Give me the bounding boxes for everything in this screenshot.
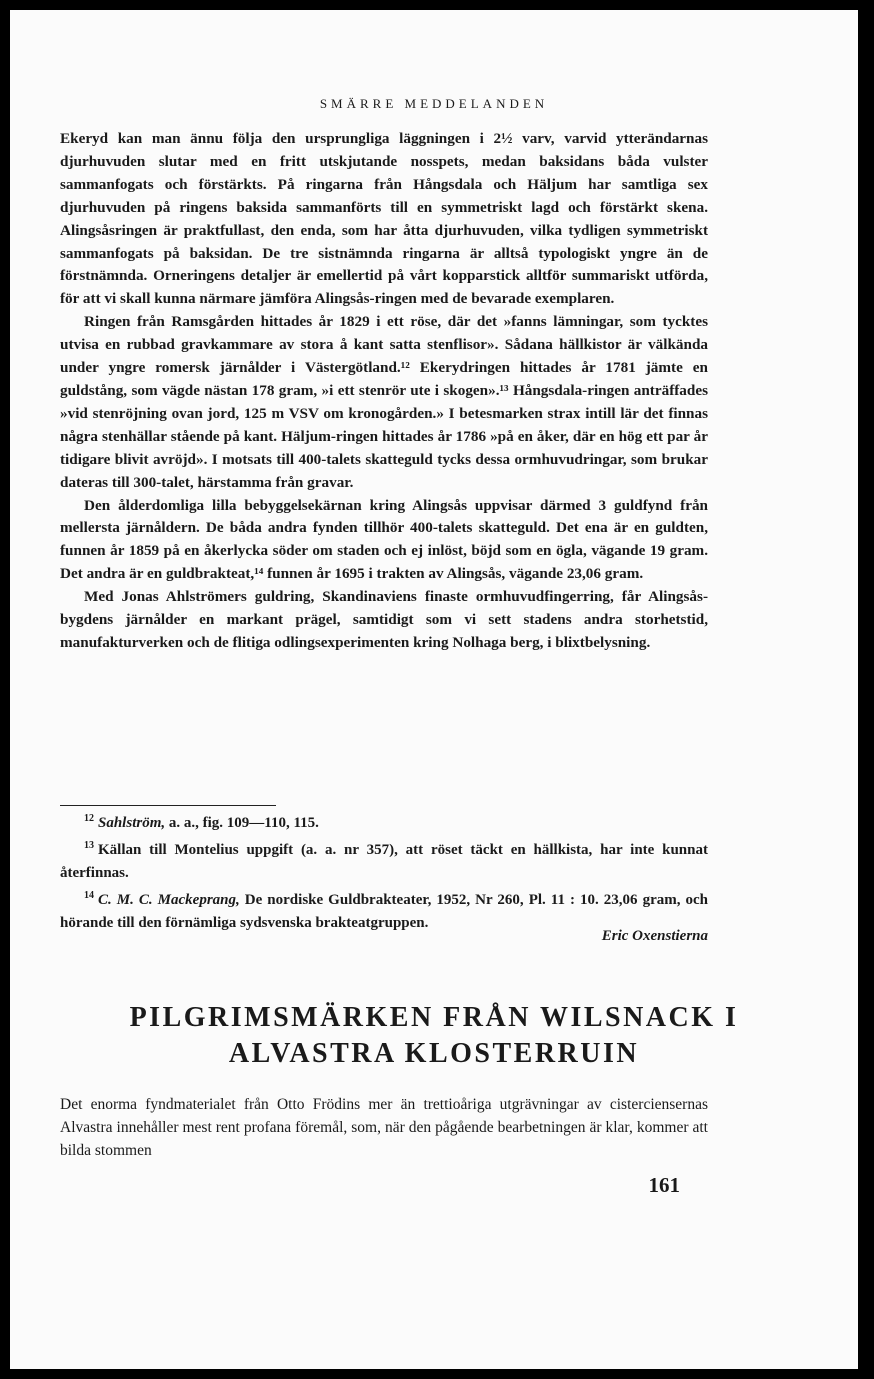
author-signature: Eric Oxenstierna [601,928,708,944]
footnote-text: a. a., fig. 109—110, 115. [165,815,319,831]
footnote-rule [60,805,276,806]
intro-paragraph: Det enorma fyndmaterialet från Otto Frödins mer än trettioåriga utgrävningar av cisterciensernas Alvastra innehåller mest rent profana föremål, som, när den pågående bearbetningen är klar, kommer att bilda stommen [60,1096,708,1159]
article-title-line-1: PILGRIMSMÄRKEN FRÅN WILSNACK I [129,1002,739,1033]
footnote-number: 13 [84,839,94,851]
footnote-number: 12 [84,813,94,824]
paragraph-3: Den ålderdomliga lilla bebyggelsekärnan kring Alingsås uppvisar därmed 3 guldfynd från mellersta järnåldern. De båda andra fynden tillhör 400-talets skatteguld. Det ena är en guldten, funnen år 1859 på en åkerlycka söder om staden och ej inlöst, böjd som en ögla, vägande 19 gram. Det andra är en guldbrakteat,¹⁴ funnen år 1695 i trakten av Alingsås, vägande 23,06 gram. [60,496,708,583]
article-title-line-2: ALVASTRA KLOSTERRUIN [228,1038,640,1069]
paragraph-4: Med Jonas Ahlströmers guldring, Skandinaviens finaste ormhuvudfingerring, får Alingsås-bygdens järnålder en markant prägel, samtidigt som vi sett stadens andra storhetstid, manufakturverken och de flitiga odlingsexperimenten kring Nolhaga berg, i blixtbelysning. [60,588,708,651]
footnote-author: Sahlström, [98,815,166,831]
footnotes [60,808,708,935]
footnote-text: Källan till Montelius uppgift (a. a. nr 357), att röset täckt en hällkista, har inte kunnat återfinnas. [60,841,708,881]
footnote-text: De nordiske Guldbrakteater, 1952, Nr 260, Pl. 11 : 10. 23,06 gram, och hörande till den förnämliga sydsvenska brakteatgruppen. [60,891,709,931]
paragraph-1: Ekeryd kan man ännu följa den ursprungliga läggningen i 2½ varv, varvid ytterändarnas djurhuvuden slutar med en fritt utskjutande nosspets, medan baksidans båda vulster sammanfogats och förstärkts. På ringarna från Hångsdala och Häljum har samtliga sex djurhuvuden på ringens baksida sammanförts till en symmetriskt lagd och förstärkt skena. Alingsåsringen är praktfullast, den enda, som har åtta djurhuvuden, vilka tydligen symmetriskt sammanfogats på baksidan. De tre sistnämnda ringarna är alltså typologiskt yngre än de förstnämnda. Orneringens detaljer är emellertid på vårt kopparstick alltför summariskt utförda, för att vi skall kunna närmare jämföra Alingsås-ringen med de bevarade exemplaren. [60,130,708,308]
footnote-13 [60,835,708,885]
running-header: SMÄRRE MEDDELANDEN [319,96,549,111]
paragraph-2: Ringen från Ramsgården hittades år 1829 i ett röse, där det »fanns lämningar, som tycktes utvisa en rubbad gravkammare av stora å kant satta stenflisor». Sådana hällkistor är välkända under yngre romersk järnålder i Västergötland.¹² Ekerydringen hittades år 1781 jämte en guldstång, som vägde nästan 178 gram, »i ett stenrör ute i skogen».¹³ Hångsdala-ringen anträffades »vid stenröjning ovan jord, 125 m VSV om kronogården.» I betesmarken strax intill lär det finnas några stenhällar stående på kant. Häljum-ringen hittades år 1786 »på en åker, där en hög ett par år tidigare blivit avröjd». I motsats till 400-talets skatteguld tycks dessa ormhuvudringar, som brukar dateras till 300-talet, härstamma från gravar. [60,313,708,491]
footnote-number: 14 [84,889,94,901]
footnote-author: C. M. C. Mackeprang, [98,891,240,908]
page-number: 161 [648,1173,680,1197]
body-text [60,128,708,655]
document-page [10,10,858,1369]
article-intro [60,1094,708,1163]
footnote-12 [60,808,708,835]
